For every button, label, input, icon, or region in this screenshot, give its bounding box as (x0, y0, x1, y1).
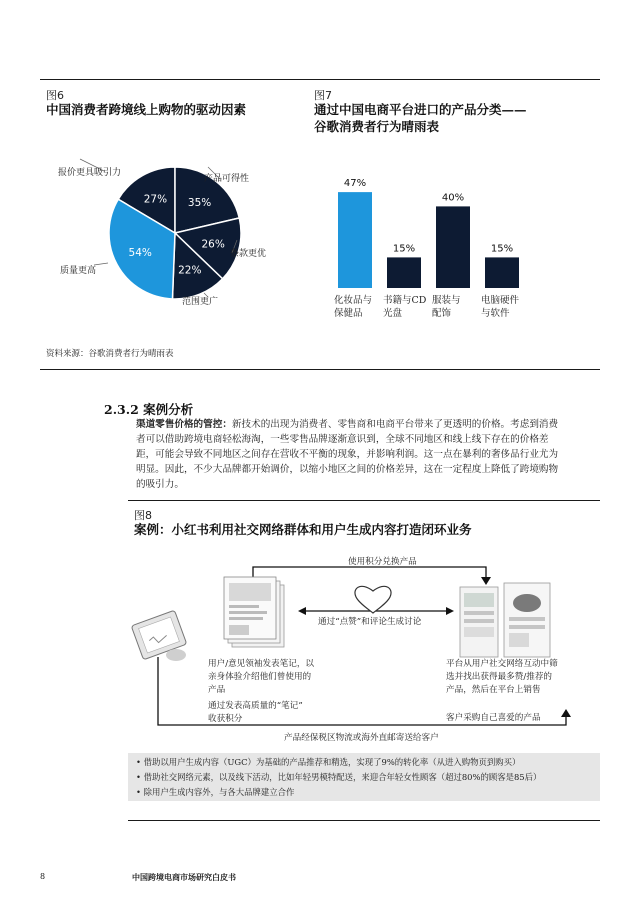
fig7-bar-chart (320, 160, 610, 330)
section-body-line3: 距，可能会导致不同地区之间存在营收不平衡的现象，并影响利润。这一点在暴利的奢侈品行业尤为 (136, 449, 559, 460)
fig7-title-line1: 通过中国电商平台进口的产品分类—— (314, 102, 527, 117)
heart-icon (355, 586, 391, 613)
fig8-number: 图8 (134, 509, 152, 522)
fig7-number: 图7 (314, 89, 332, 102)
bullet-item-3: • 除用户生成内容外，与各大品牌建立合作 (136, 787, 295, 797)
fig8-right-text1: 平台从用户社交网络互动中筛选并找出获得最多赞/推荐的产品，然后在平台上销售 (446, 659, 558, 695)
footer-page-number: 8 (40, 872, 46, 881)
pie-label-quality: 质量更高 (60, 266, 97, 276)
fig8-left-text3: 收获积分 (208, 714, 243, 724)
bar-category-label: 化妆品与 (334, 295, 373, 306)
fig6-number: 图6 (46, 89, 64, 102)
bar-value-label: 40% (441, 192, 465, 204)
bar-category-label: 与软件 (481, 308, 510, 319)
bar-value-label: 15% (392, 243, 416, 255)
bar-4 (485, 257, 519, 288)
bar-2 (387, 257, 421, 288)
bar-category-label: 书籍与CD (383, 295, 427, 306)
tablet-icon (131, 610, 187, 661)
bar-3 (436, 206, 470, 288)
fig8-middle-label: 通过“点赞”和评论生成讨论 (318, 617, 422, 627)
bar-category-label: 电脑硬件 (481, 295, 520, 306)
app-screens-icon (460, 583, 550, 657)
bar-category-label: 服装与 (432, 295, 461, 306)
bar-category-label: 光盘 (383, 308, 403, 319)
pie-value-label: 35% (187, 196, 212, 209)
fig8-right-text2: 客户采购自己喜爱的产品 (446, 713, 541, 723)
fig8-title: 案例：小红书利用社交网络群体和用户生成内容打造闭环业务 (134, 522, 472, 537)
notes-pages-icon (224, 577, 284, 647)
fig8-bullet-box (128, 753, 600, 801)
pie-value-label: 26% (201, 238, 225, 251)
footer-title: 中国跨境电商市场研究白皮书 (132, 872, 236, 882)
bullet-item-2: • 借助社交网络元素，以及线下活动，比如年轻男模特配送，来迎合年轻女性顾客（超过80%的顾客是85后） (136, 772, 542, 782)
fig8-left-text1: 用户/意见领袖发表笔记，以亲身体验介绍他们曾使用的产品 (208, 659, 315, 695)
bar-value-label: 47% (343, 178, 367, 190)
fig6-title: 中国消费者跨境线上购物的驱动因素 (46, 102, 247, 117)
bar-value-label: 15% (490, 243, 514, 255)
section-bold-lead: 渠道零售价格的管控： (136, 419, 232, 430)
bar-category-label: 配饰 (432, 308, 452, 319)
fig6-source: 资料来源：谷歌消费者行为晴雨表 (46, 349, 174, 359)
pie-value-label: 22% (178, 264, 202, 277)
section-body-line5: 的吸引力。 (136, 479, 184, 490)
section-body-line2: 者可以借助跨境电商轻松海淘，一些零售品牌逐渐意识到，全球不同地区和线上线下存在的价格差 (136, 434, 549, 445)
bar-category-label: 保健品 (334, 308, 363, 319)
pie-leader-line (94, 263, 108, 265)
pie-label-availability: 产品可得性 (204, 174, 250, 184)
section-body-line1: 新技术的出现为消费者、零售商和电商平台带来了更透明的价格。考虑到消费 (231, 419, 559, 430)
fig8-left-text2: 通过发表高质量的“笔记” (208, 701, 303, 711)
arrow-middle-right (446, 607, 454, 615)
pie-label-price: 报价更具吸引力 (58, 168, 122, 178)
section-body-line4: 明显。因此，不少大品牌都开始调价，以缩小地区之间的价格差异，这在一定程度上降低了跨境购物 (136, 464, 559, 475)
fig8-bottom-label: 产品经保税区物流或海外直邮寄送给客户 (284, 733, 439, 743)
pie-label-terms: 条款更优 (230, 249, 267, 259)
pie-value-label: 54% (128, 246, 152, 259)
section-heading: 2.3.2 案例分析 (104, 402, 194, 417)
fig8-top-label: 使用积分兑换产品 (348, 557, 417, 567)
pie-label-range: 范围更广 (182, 297, 219, 307)
fig7-title-line2: 谷歌消费者行为晴雨表 (314, 119, 440, 134)
bullet-item-1: • 借助以用户生成内容（UGC）为基础的产品推荐和精选，实现了9%的转化率（从进入购物页到购买） (136, 757, 521, 767)
arrow-down-right (481, 577, 491, 585)
pie-value-label: 27% (143, 193, 168, 206)
arrow-middle-left (298, 607, 306, 615)
section-body (136, 417, 606, 492)
bar-1 (338, 192, 372, 288)
